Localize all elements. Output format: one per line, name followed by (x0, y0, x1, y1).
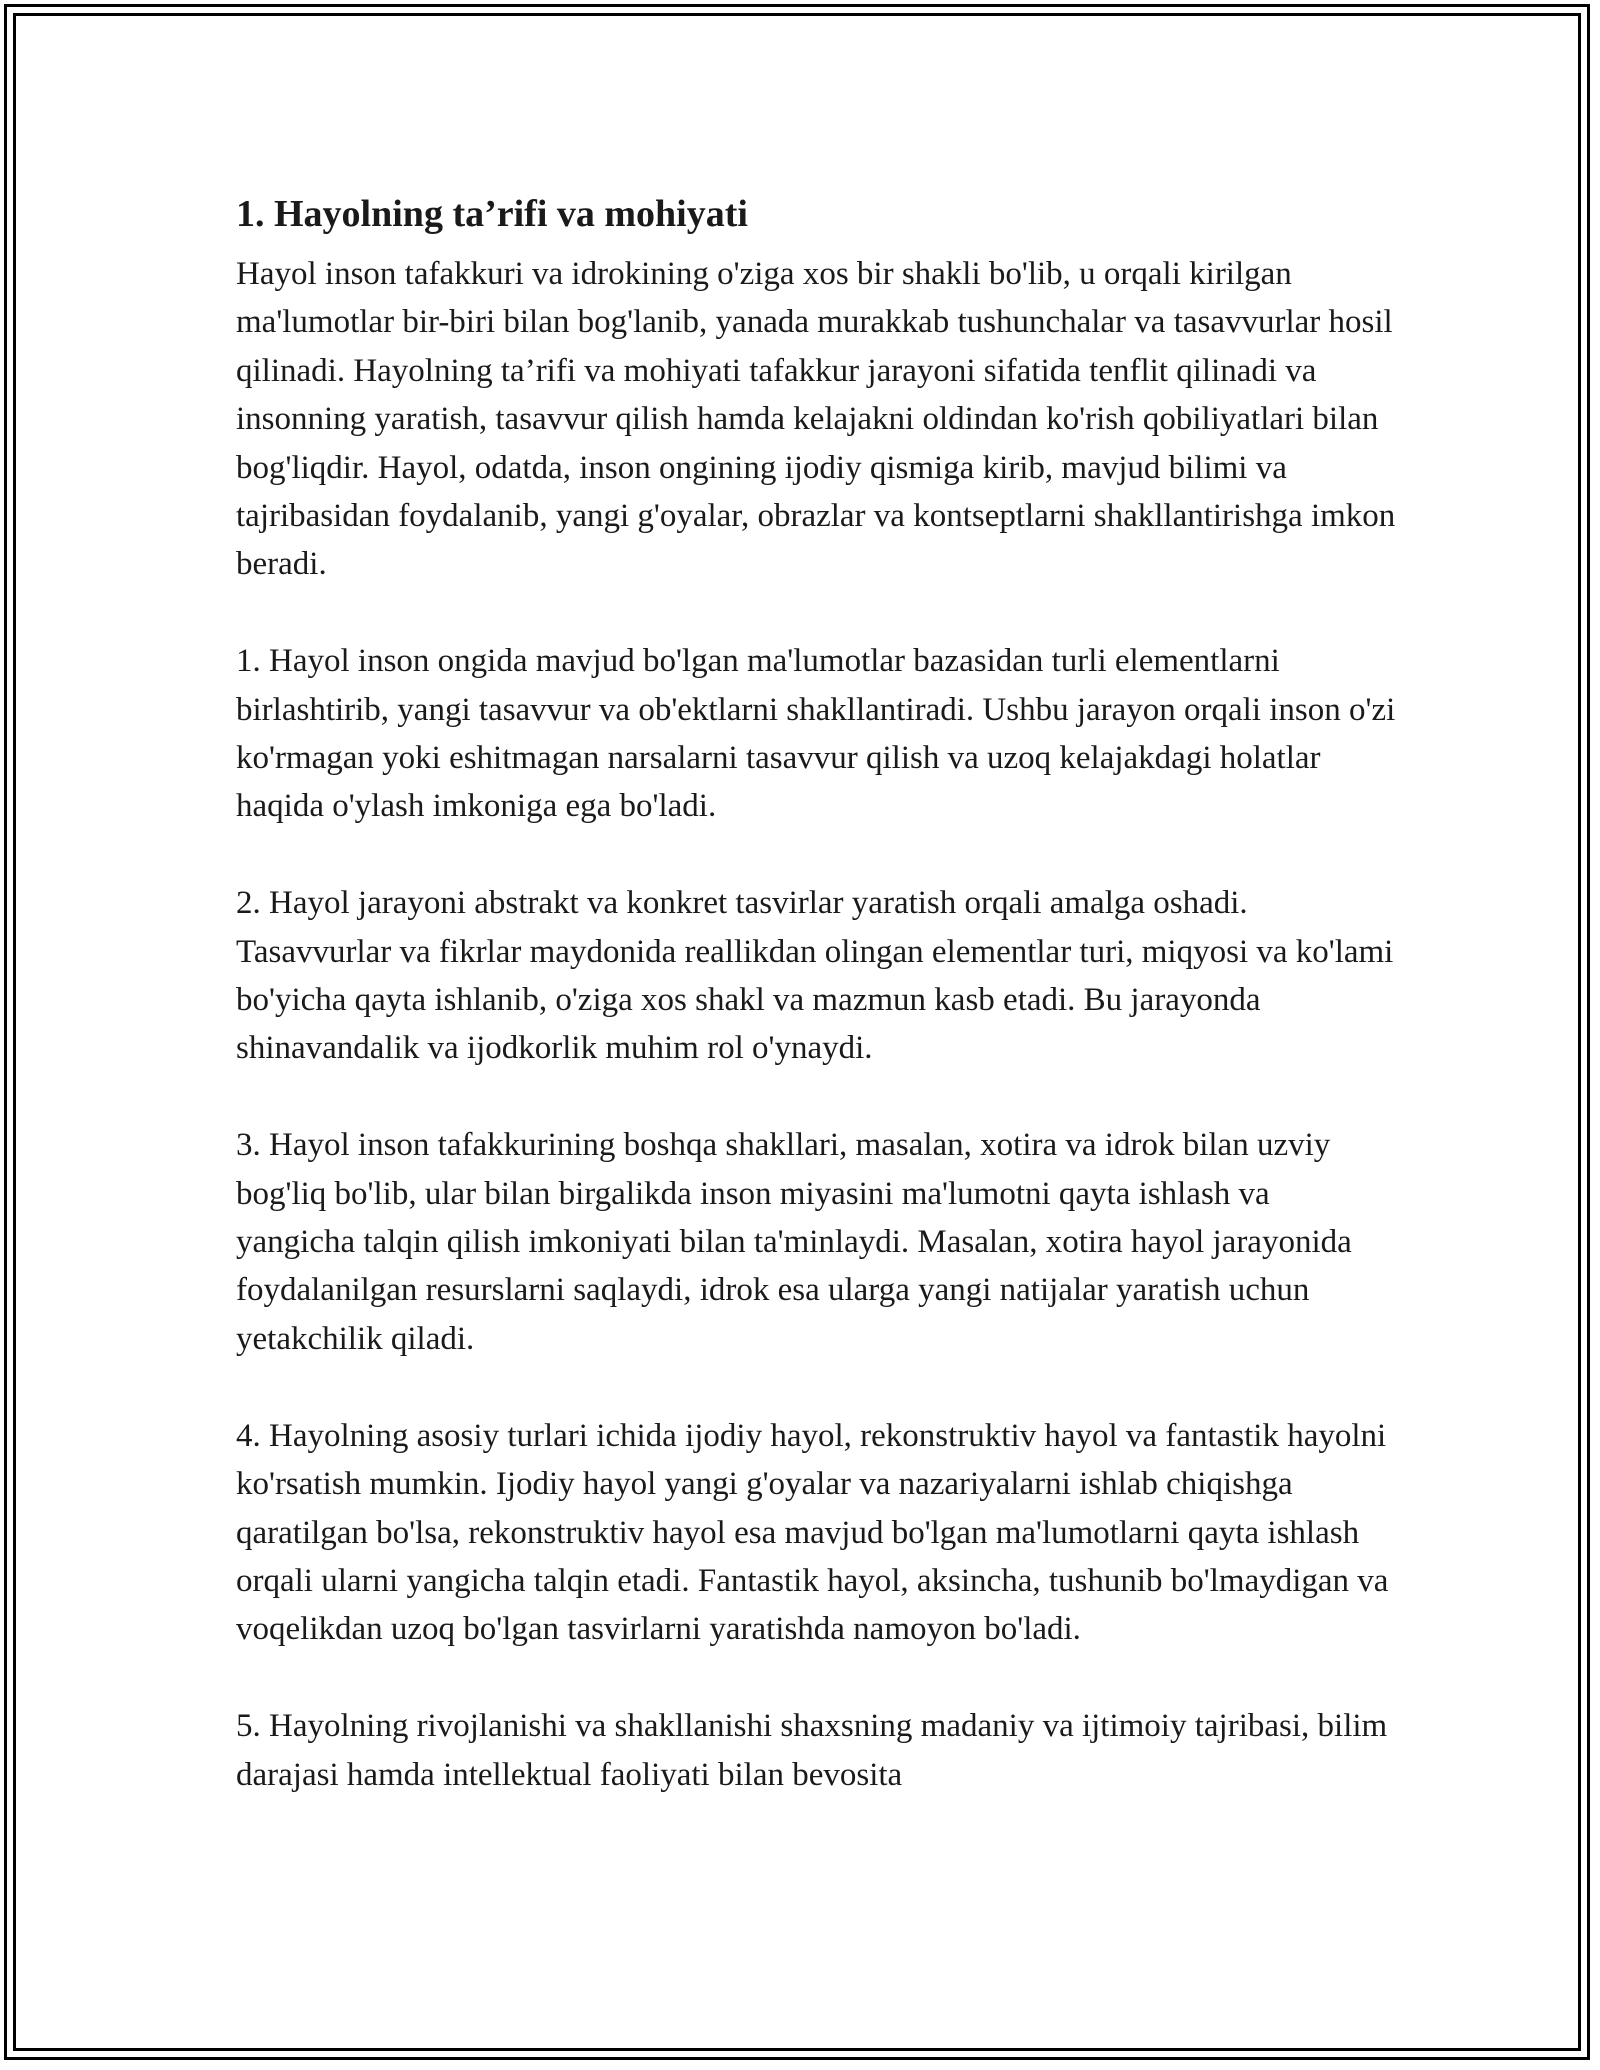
section-heading: 1. Hayolning ta’rifi va mohiyati (236, 193, 748, 235)
paragraph-intro: Hayol inson tafakkuri va idrokining o'ziga xos bir shakli bo'lib, u orqali kirilgan ma'lumotlar bir-biri bilan bog'lanib, yanada murakkab tushunchalar va tasavvurlar hosil qilinadi. Hayolning ta’rifi va mohiyati tafakkur jarayoni sifatida tenflit qilinadi va insonning yaratish, tasavvur qilish hamda kelajakni oldindan ko'rish qobiliyatlari bilan bog'liqdir. Hayol, odatda, inson ongining ijodiy qismiga kirib, mavjud bilimi va tajribasidan foydalanib, yangi g'oyalar, obrazlar va kontseptlarni shakllantirishga imkon beradi. (236, 256, 1396, 583)
paragraph-item-2: 2. Hayol jarayoni abstrakt va konkret tasvirlar yaratish orqali amalga oshadi. Tasavvurlar va fikrlar maydonida reallikdan olingan elementlar turi, miqyosi va ko'lami bo'yicha qayta ishlanib, o'ziga xos shakl va mazmun kasb etadi. Bu jarayonda shinavandalik va ijodkorlik muhim rol o'ynaydi. (236, 885, 1394, 1067)
paragraph-item-3: 3. Hayol inson tafakkurining boshqa shakllari, masalan, xotira va idrok bilan uzviy bog'liq bo'lib, ular bilan birgalikda inson miyasini ma'lumotni qayta ishlash va yangicha talqin qilish imkoniyati bilan ta'minlaydi. Masalan, xotira hayol jarayonida foydalanilgan resurslarni saqlaydi, idrok esa ularga yangi natijalar yaratish uchun yetakchilik qiladi. (236, 1127, 1352, 1357)
document-body (236, 184, 1396, 1847)
paragraph-item-1: 1. Hayol inson ongida mavjud bo'lgan ma'lumotlar bazasidan turli elementlarni birlashtirib, yangi tasavvur va ob'ektlarni shakllantiradi. Ushbu jarayon orqali inson o'zi ko'rmagan yoki eshitmagan narsalarni tasavvur qilish va uzoq kelajakdagi holatlar haqida o'ylash imkoniga ega bo'ladi. (236, 643, 1396, 825)
paragraph-item-5: 5. Hayolning rivojlanishi va shakllanishi shaxsning madaniy va ijtimoiy tajribasi, bilim darajasi hamda intellektual faoliyati bilan bevosita (236, 1708, 1388, 1793)
paragraph-item-4: 4. Hayolning asosiy turlari ichida ijodiy hayol, rekonstruktiv hayol va fantastik hayolni ko'rsatish mumkin. Ijodiy hayol yangi g'oyalar va nazariyalarni ishlab chiqishga qaratilgan bo'lsa, rekonstruktiv hayol esa mavjud bo'lgan ma'lumotlarni qayta ishlash orqali ularni yangicha talqin etadi. Fantastik hayol, aksincha, tushunib bo'lmaydigan va voqelikdan uzoq bo'lgan tasvirlarni yaratishda namoyon bo'ladi. (236, 1417, 1389, 1648)
